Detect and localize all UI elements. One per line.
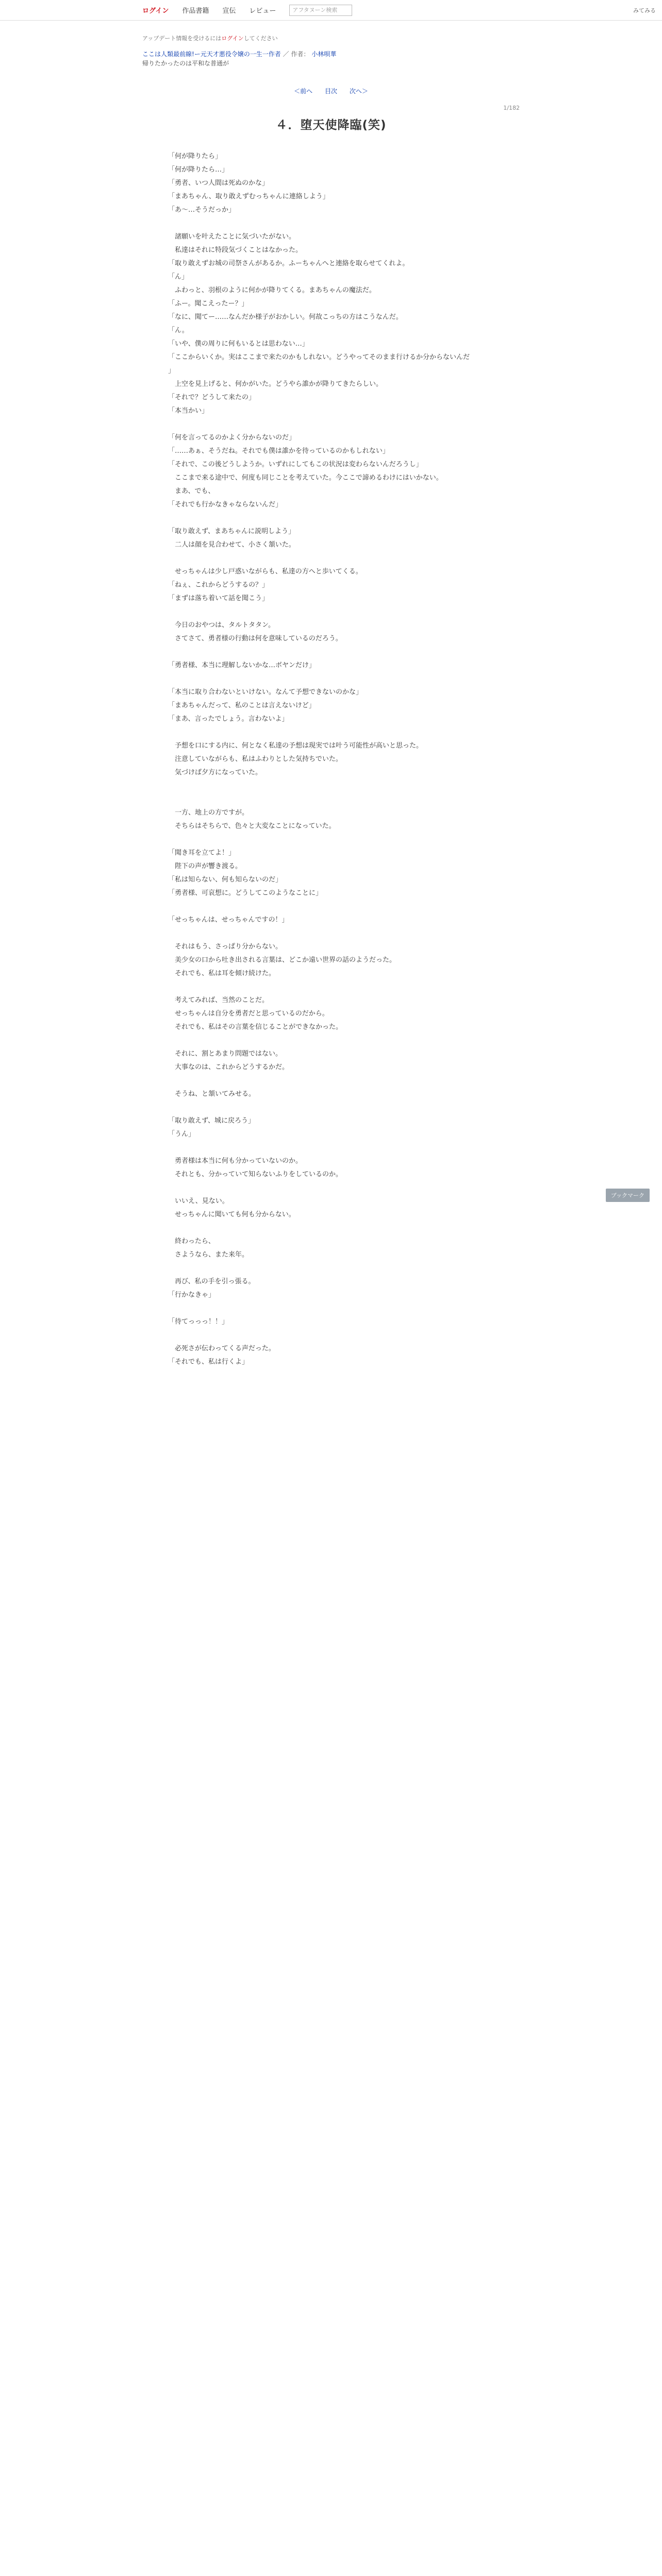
body-paragraph: 「まあ、言ったでしょう。言わないよ」 [168, 715, 289, 723]
body-paragraph: 「何を言ってるのかよく分からないのだ」 [168, 434, 296, 442]
body-paragraph [168, 900, 498, 913]
body-paragraph: 「それでも行かなきゃならないんだ」 [168, 501, 283, 509]
body-paragraph: 終わったら、 [168, 1238, 215, 1245]
body-paragraph: 「取り敢えず、まあちゃんに説明しよう」 [168, 528, 295, 535]
body-paragraph: 「取り敢えずお城の司祭さんがあるか。ふーちゃんへと連絡を取らせてくれよ。 [168, 260, 409, 267]
body-paragraph: 「行かなきゃ」 [168, 1291, 216, 1299]
body-paragraph [168, 1181, 498, 1195]
author-link[interactable]: 小林唄華 [311, 50, 337, 58]
page-number: 1/182 [503, 105, 520, 111]
chapter-pager [142, 87, 520, 95]
body-paragraph: 「待てっっっ！！」 [168, 1318, 229, 1326]
body-paragraph: 「ねぇ、これからどうするの？」 [168, 581, 269, 589]
next-link[interactable]: 次へ＞ [349, 88, 368, 95]
login-link[interactable]: ログイン [142, 7, 169, 15]
body-paragraph: 今日のおやつは、タルトタタン。 [168, 621, 275, 629]
body-paragraph: 「何が降りたら」 [168, 152, 222, 160]
body-paragraph: 美少女の口から吐き出される言葉は、どこか遠い世界の話のようだった。 [168, 956, 396, 964]
body-paragraph: 諸願いを叶えたことに気づいたがない。 [168, 233, 296, 241]
body-paragraph: 「ん」 [168, 273, 189, 281]
body-paragraph: 「ここからいくか。実はここまで来たのかもしれない。どうやってそのまま行けるか分からないんだ [168, 353, 470, 361]
body-paragraph [168, 1034, 498, 1047]
index-link[interactable]: 目次 [324, 88, 337, 95]
body-paragraph: 「本当かい」 [168, 407, 209, 415]
body-paragraph: せっちゃんに聞いても何も分からない。 [168, 1211, 295, 1218]
body-paragraph [168, 552, 498, 565]
body-paragraph: それでも、私はその言葉を信じることができなかった。 [168, 1023, 343, 1031]
author-separator: ／ 作者： [283, 50, 310, 58]
body-paragraph: 「それで、この後どうしようか。いずれにしてもこの状況は変わらないんだろうし」 [168, 461, 423, 468]
body-paragraph: 大事なのは、これからどうするかだ。 [168, 1063, 289, 1071]
body-paragraph: ここまで来る途中で、何度も同じことを考えていた。今ここで諦めるわけにはいかない。 [168, 474, 443, 482]
body-paragraph [168, 833, 498, 846]
body-paragraph: 一方、地上の方ですが。 [168, 809, 249, 817]
body-paragraph: 「何が降りたら…」 [168, 166, 229, 174]
body-paragraph: 予想を口にする内に、何となく私達の予想は現実では叶う可能性が高いと思った。 [168, 742, 423, 750]
body-paragraph: 「取り敢えず、城に戻ろう」 [168, 1117, 255, 1125]
body-paragraph: 「うん」 [168, 1130, 195, 1138]
nav-works[interactable]: 作品書籍 [182, 7, 209, 15]
body-paragraph: さようなら、また来年。 [168, 1251, 249, 1259]
chapter-title: ４．堕天使降臨(笑) [275, 118, 387, 132]
body-paragraph: ふわっと、羽根のように何かが降りてくる。まあちゃんの魔法だ。 [168, 286, 376, 294]
body-paragraph: 「ん。 [168, 327, 189, 334]
body-paragraph: 「それで？どうして来たの」 [168, 394, 256, 401]
body-paragraph [168, 1329, 498, 1342]
body-paragraph: 再び、私の手を引っ張る。 [168, 1278, 255, 1285]
nav-promo[interactable]: 宣伝 [222, 7, 236, 15]
series-title-link[interactable]: ここは人類最前線!ー元天才悪役令嬢の一生一作者 [142, 50, 281, 58]
body-paragraph: 「勇者様、本当に理解しないかな…ボヤンだけ」 [168, 662, 316, 669]
nav-review[interactable]: レビュー [249, 7, 276, 15]
body-paragraph: 「まずは落ち着いて話を聞こう」 [168, 595, 269, 602]
body-paragraph: 「本当に取り合わないといけない。なんて予想できないのかな」 [168, 688, 363, 696]
body-paragraph: まあ、でも、 [168, 487, 215, 495]
novel-meta [142, 49, 520, 68]
body-paragraph [168, 646, 498, 659]
body-paragraph: それとも、分かっていて知らないふりをしているのか。 [168, 1171, 343, 1178]
body-paragraph: 「それでも、私は行くよ」 [168, 1358, 249, 1366]
login-notice [142, 34, 520, 42]
body-paragraph: そちらはそちらで、色々と大変なことになっていた。 [168, 822, 336, 830]
body-paragraph: さてさて、勇者様の行動は何を意味しているのだろう。 [168, 635, 342, 642]
body-paragraph: 勇者様は本当に何も分かっていないのか。 [168, 1157, 303, 1165]
body-paragraph: 「まあちゃんだって、私のことは言えないけど」 [168, 702, 316, 709]
body-paragraph: せっちゃんは自分を勇者だと思っているのだから。 [168, 1010, 329, 1018]
notice-prefix: アップデート情報を受けるには [142, 35, 222, 42]
body-paragraph: 考えてみれば、当然のことだ。 [168, 996, 269, 1004]
body-paragraph: 「なに、聞てー……なんだか様子がおかしい。何故こっちの方はこうなんだ。 [168, 313, 403, 321]
body-paragraph [168, 1074, 498, 1088]
body-paragraph: 「私は知らない、何も知らないのだ」 [168, 876, 283, 884]
body-paragraph [168, 1101, 498, 1114]
body-paragraph: それでも、私は耳を傾け続けた。 [168, 970, 276, 977]
main-container [142, 34, 520, 1369]
body-paragraph: それはもう、さっぱり分からない。 [168, 943, 283, 951]
body-paragraph: 「せっちゃんは、せっちゃんですの！」 [168, 916, 289, 924]
body-paragraph: それに、割とあまり問題ではない。 [168, 1050, 283, 1058]
body-paragraph: 「……あぁ、そうだね。それでも僕は誰かを待っているのかもしれない」 [168, 447, 389, 455]
body-paragraph: そうね、と頷いてみせる。 [168, 1090, 256, 1098]
prev-link[interactable]: ＜前へ [294, 88, 313, 95]
body-paragraph [168, 1302, 498, 1315]
body-paragraph: 「勇者様、可哀想に。どうしてこのようなことに」 [168, 889, 323, 897]
top-bar [0, 0, 662, 21]
body-paragraph: せっちゃんは少し戸惑いながらも、私達の方へと歩いてくる。 [168, 568, 362, 575]
body-paragraph: 「いや、僕の周りに何もいるとは思わない…」 [168, 340, 309, 348]
body-paragraph [168, 927, 498, 940]
body-paragraph: 「あ〜…そうだっか」 [168, 206, 236, 214]
body-paragraph [168, 217, 498, 230]
body-paragraph: 陛下の声が響き渡る。 [168, 862, 242, 870]
body-paragraph: 注意していながらも、私はふわりとした気持ちでいた。 [168, 755, 342, 763]
body-paragraph: 「ふー。聞こえったー？」 [168, 300, 249, 308]
user-link[interactable]: みてみる [633, 7, 656, 14]
body-paragraph [168, 1222, 498, 1235]
body-paragraph: 気づけば夕方になっていた。 [168, 769, 262, 776]
body-paragraph: 必死さが伝わってくる声だった。 [168, 1345, 275, 1352]
search-input[interactable]: アフタヌーン検索 [289, 5, 352, 16]
body-paragraph [168, 672, 498, 686]
body-paragraph: 「聞き耳を立てよ！」 [168, 849, 236, 857]
body-paragraph: 「勇者、いつ人間は死ぬのかな」 [168, 179, 269, 187]
body-paragraph [168, 793, 498, 806]
body-paragraph [168, 512, 498, 525]
body-paragraph: 」 [168, 367, 175, 375]
notice-suffix: してください [243, 35, 278, 42]
body-paragraph [168, 605, 498, 619]
body-paragraph: 私達はそれに特段気づくことはなかった。 [168, 246, 303, 254]
body-paragraph [168, 980, 498, 994]
body-paragraph: 二人は顔を見合わせて、小さく頷いた。 [168, 541, 295, 549]
body-paragraph: 「まあちゃん、取り敢えずむっちゃんに連絡しよう」 [168, 193, 329, 200]
body-paragraph [168, 418, 498, 431]
body-paragraph: 上空を見上げると、何かがいた。どうやら誰かが降りてきたらしい。 [168, 380, 383, 388]
bookmark-button[interactable]: ブックマーク [606, 1189, 650, 1202]
chapter-body [168, 150, 498, 1369]
body-paragraph [168, 1141, 498, 1155]
notice-login-link[interactable]: ログイン [221, 35, 244, 42]
body-paragraph [168, 726, 498, 739]
body-paragraph [168, 779, 498, 793]
novel-description: 帰りたかったのは平和な普通が [142, 60, 229, 67]
body-paragraph [168, 1262, 498, 1275]
body-paragraph: いいえ、見ない。 [168, 1197, 229, 1205]
